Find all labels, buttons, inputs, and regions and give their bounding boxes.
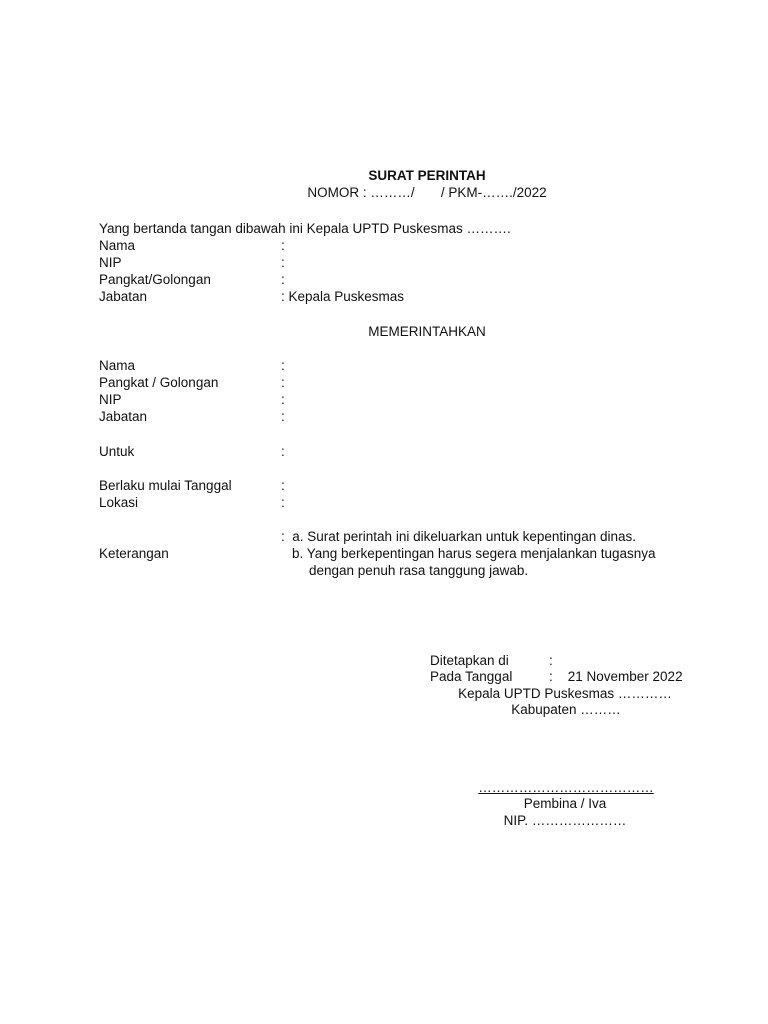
recipient-nip-label: NIP xyxy=(99,392,122,407)
signer-position-label: Jabatan xyxy=(99,289,148,304)
recipient-rank-label: Pangkat / Golongan xyxy=(99,375,219,390)
issued-at-value: : xyxy=(549,653,553,668)
remark-label: Keterangan xyxy=(99,546,169,561)
issued-date-value: : 21 November 2022 xyxy=(549,669,683,684)
recipient-position-value: : xyxy=(281,409,285,424)
signer-nip-label: NIP xyxy=(99,255,122,270)
recipient-name-value: : xyxy=(281,358,285,373)
signer-name-label: Nama xyxy=(99,238,136,253)
signer-position-value: : Kepala Puskesmas xyxy=(281,289,405,304)
signature-nip: NIP. ………………… xyxy=(503,813,627,828)
document-title: SURAT PERINTAH xyxy=(368,168,486,183)
signer-rank-value: : xyxy=(281,272,285,287)
recipient-position-label: Jabatan xyxy=(99,409,148,424)
signer-title: Kepala UPTD Puskesmas ………… xyxy=(458,686,672,701)
valid-from-label: Berlaku mulai Tanggal xyxy=(99,478,232,493)
signer-rank-label: Pangkat/Golongan xyxy=(99,272,211,287)
signer-name-value: : xyxy=(281,238,285,253)
intro-text: Yang bertanda tangan dibawah ini Kepala UPTD Puskesmas ………. xyxy=(99,221,511,236)
location-value: : xyxy=(281,495,285,510)
recipient-name-label: Nama xyxy=(99,358,136,373)
remark-line-c: dengan penuh rasa tanggung jawab. xyxy=(309,563,529,578)
document-number: NOMOR : ………/ / PKM-……./2022 xyxy=(307,185,547,200)
order-heading: MEMERINTAHKAN xyxy=(368,324,486,339)
signer-regency: Kabupaten ……… xyxy=(511,702,621,717)
recipient-nip-value: : xyxy=(281,392,285,407)
purpose-label: Untuk xyxy=(99,444,135,459)
recipient-rank-value: : xyxy=(281,375,285,390)
signature-rank: Pembina / Iva xyxy=(523,796,607,811)
issued-at-label: Ditetapkan di xyxy=(430,653,509,668)
signature-name-line: ………………………………… xyxy=(478,780,654,795)
location-label: Lokasi xyxy=(99,495,139,510)
signer-nip-value: : xyxy=(281,255,285,270)
purpose-value: : xyxy=(281,444,285,459)
remark-line-a: : a. Surat perintah ini dikeluarkan untuk kepentingan dinas. xyxy=(281,529,636,544)
valid-from-value: : xyxy=(281,478,285,493)
issued-date-label: Pada Tanggal xyxy=(430,669,513,684)
remark-line-b: b. Yang berkepentingan harus segera menjalankan tugasnya xyxy=(292,546,656,561)
